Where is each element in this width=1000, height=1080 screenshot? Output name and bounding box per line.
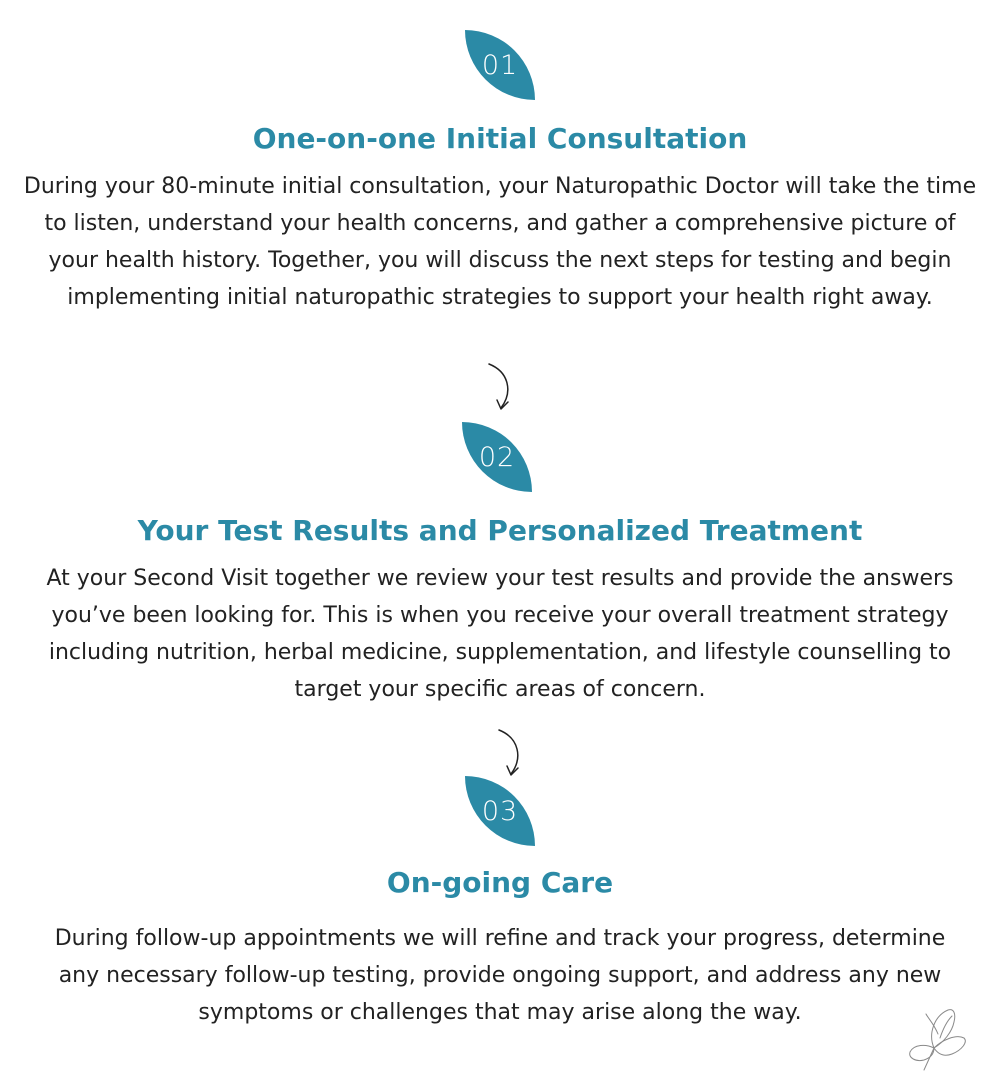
step-title: One-on-one Initial Consultation [252,122,748,155]
step-description: At your Second Visit together we review your test results and provide the answers you’ve been looking for. This is when you receive your overall treatment strategy including nutrition, herbal medicine, supplementation, and lifestyle counselling to target your specific areas of concern. [46,566,954,702]
step-number: 01 [481,49,519,81]
step-description: During your 80-minute initial consultation, your Naturopathic Doctor will take the time to listen, understand your health concerns, and gather a comprehensive picture of your health history. Together, you will discuss the next steps for testing and begin implementing initial naturopathic strategies to support your health right away. [23,174,977,310]
step-number: 02 [478,441,516,473]
step-description: During follow-up appointments we will refine and track your progress, determine any necessary follow-up testing, provide ongoing support, and address any new symptoms or challenges that may arise along the way. [54,926,946,1025]
step-title: On-going Care [386,866,614,899]
curved-arrow-down-icon [493,722,533,782]
curved-arrow-down-icon [483,356,523,416]
step-number: 03 [481,795,519,827]
step-title: Your Test Results and Personalized Treatment [137,514,863,547]
step-number-badge [465,776,535,846]
step-number-badge [462,422,532,492]
butterfly-icon [904,1004,970,1074]
step-number-badge [465,30,535,100]
